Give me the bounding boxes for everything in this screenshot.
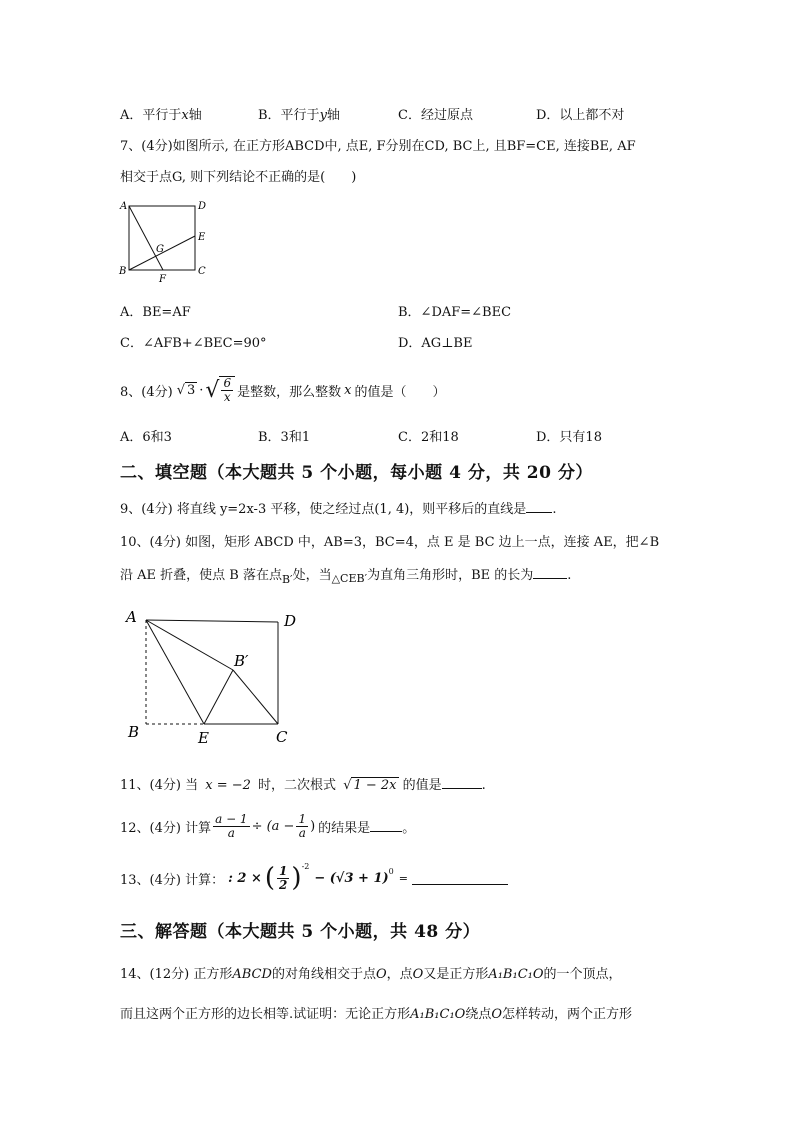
fraction-a-minus-1-over-a: $\frac{a - 1}{a}$ <box>215 811 248 840</box>
q6-option-b: B．平行于y轴 <box>258 108 340 123</box>
section-2-title: 二、填空题（本大题共 5 个小题，每小题 4 分，共 20 分） <box>120 463 593 483</box>
segment-b-prime-c <box>233 670 278 724</box>
q6-option-a: A．平行于x轴 <box>120 108 202 123</box>
label-d: D <box>198 201 207 212</box>
q12-stem: 12、(4分) 计算 $\frac{a - 1}{a}$ ÷ (a − $\frac{1}{a}$ ) 的结果是 。 <box>120 811 416 840</box>
q7-option-d: D．AG⊥BE <box>398 336 473 351</box>
label-c: C <box>198 266 206 277</box>
q7-option-b: B．∠DAF=∠BEC <box>398 305 512 320</box>
q13-stem: 13、(4分) 计算： : 2 × ( $\frac{1}{2}$ ) -2 − (√3 + 1) 0 = <box>120 858 508 898</box>
sqrt-3: 3 <box>186 383 196 398</box>
q10-rectangle-figure <box>120 604 310 749</box>
label-b: B <box>128 723 140 741</box>
q8-option-a: A．6和3 <box>120 430 172 445</box>
q10-stem-line2: 沿 AE 折叠，使点 B 落在点$_{B'}$处，当$_{\triangle CEB'}$为直角三角形时，BE 的长为 . <box>120 568 572 586</box>
section-3-title: 三、解答题（本大题共 5 个小题，共 48 分） <box>120 922 481 942</box>
fraction-1-over-a: $\frac{1}{a}$ <box>298 811 307 840</box>
label-b: B <box>119 266 127 277</box>
square-abcd <box>129 206 195 270</box>
label-d: D <box>284 612 297 630</box>
label-a: A <box>126 608 137 626</box>
q10-answer-blank[interactable] <box>533 578 567 579</box>
label-e: E <box>198 729 209 747</box>
q13-answer-blank[interactable] <box>412 884 508 885</box>
q8-stem: 8、(4分) √ 3 · √ $\frac{6}{x}$ 是整数，那么整数 x 的值是（ ） <box>120 376 446 404</box>
q6-option-d: D．以上都不对 <box>536 108 625 123</box>
q7-square-figure <box>112 196 218 286</box>
q8-option-d: D．只有18 <box>536 430 602 445</box>
q7-option-a: A．BE=AF <box>120 305 191 320</box>
q12-answer-blank[interactable] <box>370 831 402 832</box>
label-f: F <box>159 274 166 285</box>
q7-option-c: C．∠AFB+∠BEC=90° <box>120 336 267 351</box>
label-a: A <box>120 201 128 212</box>
q11-stem: 11、(4分) 当 x = −2 时，二次根式 √ 1 − 2x 的值是 . <box>120 778 486 793</box>
q14-stem-line1: 14、(12分) 正方形ABCD的对角线相交于点O，点O又是正方形A₁B₁C₁O的一个顶点， <box>120 967 622 982</box>
q7-stem-line2: 相交于点G, 则下列结论不正确的是( ) <box>120 170 357 185</box>
segment-ae <box>146 620 204 724</box>
sqrt-fraction: $\frac{6}{x}$ <box>219 376 235 404</box>
segment-ab-prime <box>146 620 233 670</box>
q10-stem-line1: 10、(4分) 如图，矩形 ABCD 中，AB=3，BC=4，点 E 是 BC 边上一点，连接 AE，把∠B <box>120 535 660 550</box>
label-e: E <box>198 232 206 243</box>
segment-b-prime-e <box>204 670 233 724</box>
q7-stem-line1: 7、(4分)如图所示, 在正方形ABCD中, 点E, F分别在CD, BC上, 且BF=CE, 连接BE, AF <box>120 139 636 154</box>
label-c: C <box>276 728 288 746</box>
label-g: G <box>156 244 164 255</box>
q11-answer-blank[interactable] <box>442 788 482 789</box>
q8-option-b: B．3和1 <box>258 430 311 445</box>
label-b-prime: B′ <box>234 652 249 670</box>
q14-stem-line2: 而且这两个正方形的边长相等.试证明：无论正方形A₁B₁C₁O绕点O怎样转动，两个正方形 <box>120 1007 633 1022</box>
side-ad <box>146 620 278 622</box>
fraction-one-half: $\frac{1}{2}$ <box>279 863 288 892</box>
q8-option-c: C．2和18 <box>398 430 459 445</box>
q9-stem: 9、(4分) 将直线 y=2x-3 平移，使之经过点(1, 4)，则平移后的直线是 . <box>120 502 557 517</box>
q6-option-c: C．经过原点 <box>398 108 473 123</box>
q9-answer-blank[interactable] <box>526 512 552 513</box>
segment-af <box>129 206 163 270</box>
